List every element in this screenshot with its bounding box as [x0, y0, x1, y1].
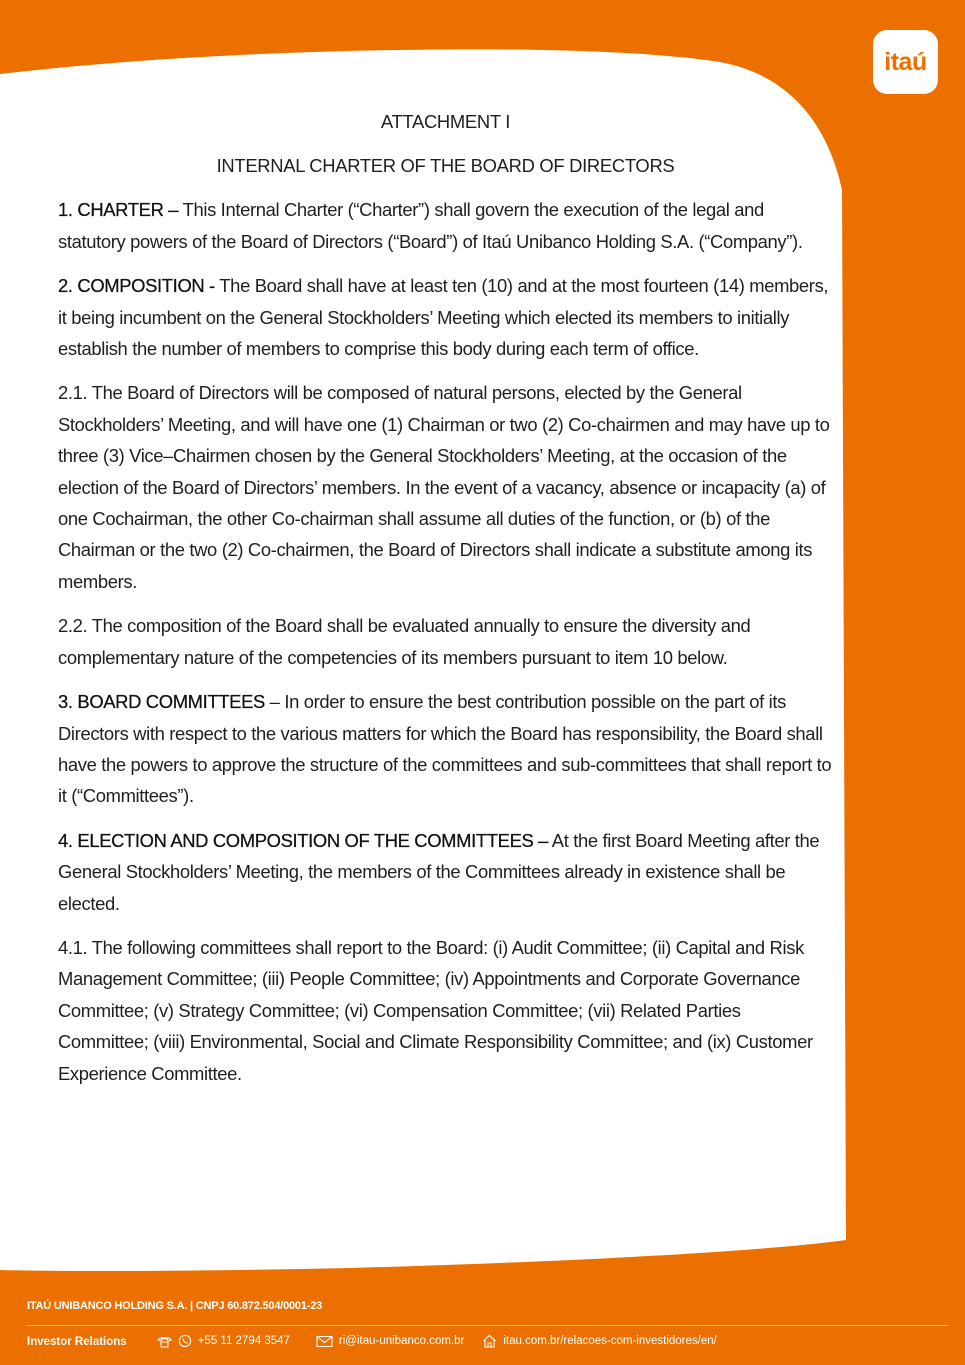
paragraph-board-committees	[58, 686, 833, 812]
footer-divider	[27, 1325, 948, 1326]
paragraph-composition	[58, 270, 833, 364]
email-address: ri@itau-unibanco.com.br	[338, 1335, 465, 1347]
paragraph-text: The Board shall have at least ten (10) and at the most fourteen (14) members, it being incumbent on the General Stockholders’ Meeting which elected its members to initially establish the number of members to comprise this body during each term of office.	[58, 275, 829, 360]
paragraph-text: 4.1. The following committees shall report to the Board: (i) Audit Committee; (ii) Capital and Risk Management Committee; (iii) People Committee; (iv) Appointments and Corporate Governance Committee; (v) Strategy Committee; (vi) Compensation Committee; (vii) Related Parties Committee; (viii) Environmental, Social and Climate Responsibility Committee; and (ix) Customer Experience Committee.	[58, 936, 813, 1084]
paragraph-text: This Internal Charter (“Charter”) shall govern the execution of the legal and statutory powers of the Board of Directors (“Board”) of Itaú Unibanco Holding S.A. (“Company”).	[58, 199, 803, 252]
logo-text: itaú	[884, 47, 927, 76]
itau-logo	[873, 30, 938, 94]
section-heading: 1. CHARTER –	[58, 199, 179, 221]
phone-icon	[157, 1335, 172, 1348]
section-heading: 4. ELECTION AND COMPOSITION OF THE COMMITTEES –	[58, 829, 549, 851]
mail-icon	[316, 1335, 333, 1348]
paragraph-text: – In order to ensure the best contribution possible on the part of its Directors with respect to the various matters for which the Board has responsibility, the Board shall have the powers to approve the structure of the committees and sub-committees that shall report to it (“Committees”).	[58, 691, 832, 807]
paragraph-2-2	[58, 610, 833, 673]
footer-company: ITAÚ UNIBANCO HOLDING S.A. | CNPJ 60.872.504/0001-23	[27, 1300, 323, 1312]
paragraph-4-1	[58, 932, 833, 1089]
paragraph-text: 2.1. The Board of Directors will be composed of natural persons, elected by the General Stockholders’ Meeting, and will have one (1) Chairman or two (2) Co-chairmen and may have up to three (3) Vice–Chairmen chosen by the General Stockholders’ Meeting, at the occasion of the election of the Board of Directors’ members. In the event of a vacancy, absence or incapacity (a) of one Cochairman, the other Co-chairman shall assume all duties of the function, or (b) of the Chairman or the two (2) Co-chairmen, the Board of Directors shall indicate a substitute among its members.	[58, 382, 830, 592]
paragraph-charter	[58, 194, 833, 257]
footer-email[interactable]	[316, 1335, 464, 1348]
whatsapp-icon	[178, 1334, 192, 1348]
footer-phone[interactable]	[157, 1334, 290, 1348]
document-body	[58, 106, 833, 1102]
document-title: ATTACHMENT I	[380, 111, 511, 132]
document-subtitle: INTERNAL CHARTER OF THE BOARD OF DIRECTORS	[216, 155, 675, 176]
footer-contacts	[27, 1334, 735, 1348]
footer-investor-relations: Investor Relations	[27, 1336, 127, 1348]
website-url: itau.com.br/relacoes-com-investidores/en/	[503, 1335, 717, 1347]
paragraph-election-committees	[58, 825, 833, 919]
footer-website[interactable]	[482, 1334, 716, 1348]
paragraph-2-1	[58, 377, 833, 597]
section-heading: 3. BOARD COMMITTEES	[58, 691, 265, 713]
paragraph-text: At the first Board Meeting after the General Stockholders’ Meeting, the members of the Committees already in existence shall be elected.	[58, 829, 820, 914]
section-heading: 2. COMPOSITION -	[58, 275, 215, 297]
phone-number: +55 11 2794 3547	[197, 1335, 290, 1347]
paragraph-text: 2.2. The composition of the Board shall be evaluated annually to ensure the diversity and complementary nature of the competencies of its members pursuant to item 10 below.	[58, 615, 751, 668]
home-icon	[482, 1334, 497, 1348]
